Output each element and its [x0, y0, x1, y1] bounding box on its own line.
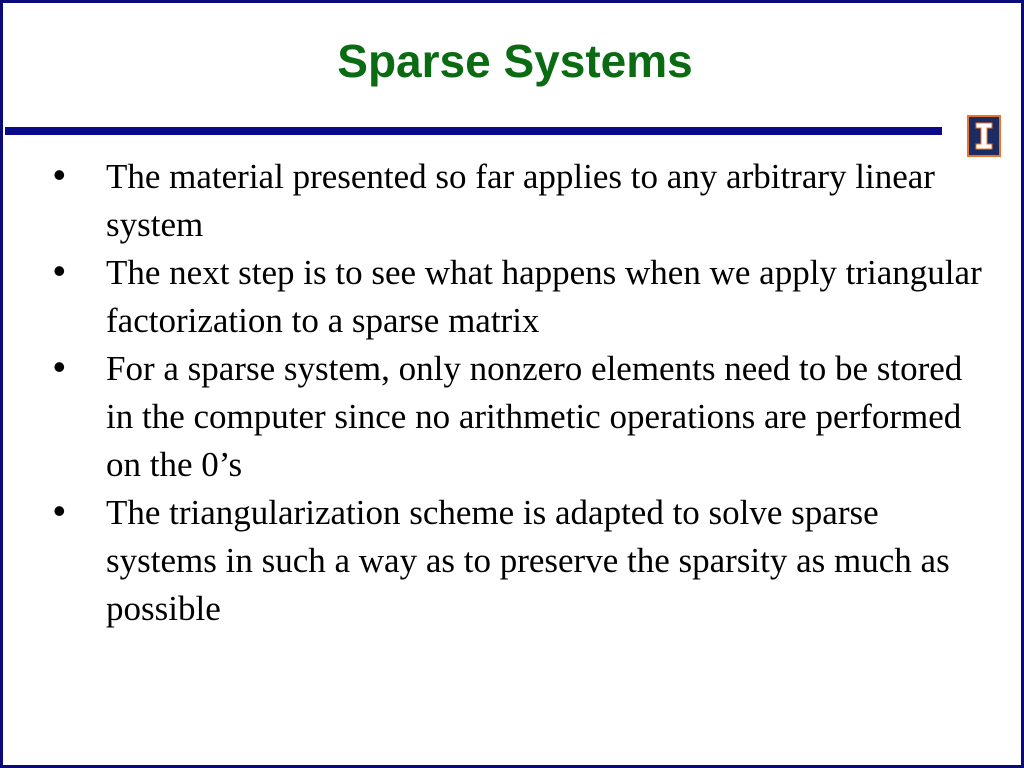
title-divider — [5, 127, 942, 135]
bullet-item — [53, 489, 983, 633]
bullet-text: The next step is to see what happens when we apply triangular factorization to a sparse matrix — [106, 253, 982, 340]
bullet-item — [53, 345, 983, 489]
bullet-dot-icon: • — [53, 250, 66, 291]
slide-title: Sparse Systems — [337, 35, 693, 87]
university-i-logo-icon — [967, 115, 1001, 157]
bullet-text: The triangularization scheme is adapted to solve sparse systems in such a way as to preserve the sparsity as much as possible — [106, 493, 950, 628]
bullet-item — [53, 249, 983, 345]
bullet-dot-icon: • — [53, 154, 66, 195]
bullet-item — [53, 153, 983, 249]
bullet-list — [53, 153, 983, 633]
bullet-text: The material presented so far applies to any arbitrary linear system — [106, 157, 935, 244]
bullet-text: For a sparse system, only nonzero elements need to be stored in the computer since no arithmetic operations are performed on the 0’s — [106, 349, 963, 484]
bullet-dot-icon: • — [53, 490, 66, 531]
bullet-dot-icon: • — [53, 346, 66, 387]
